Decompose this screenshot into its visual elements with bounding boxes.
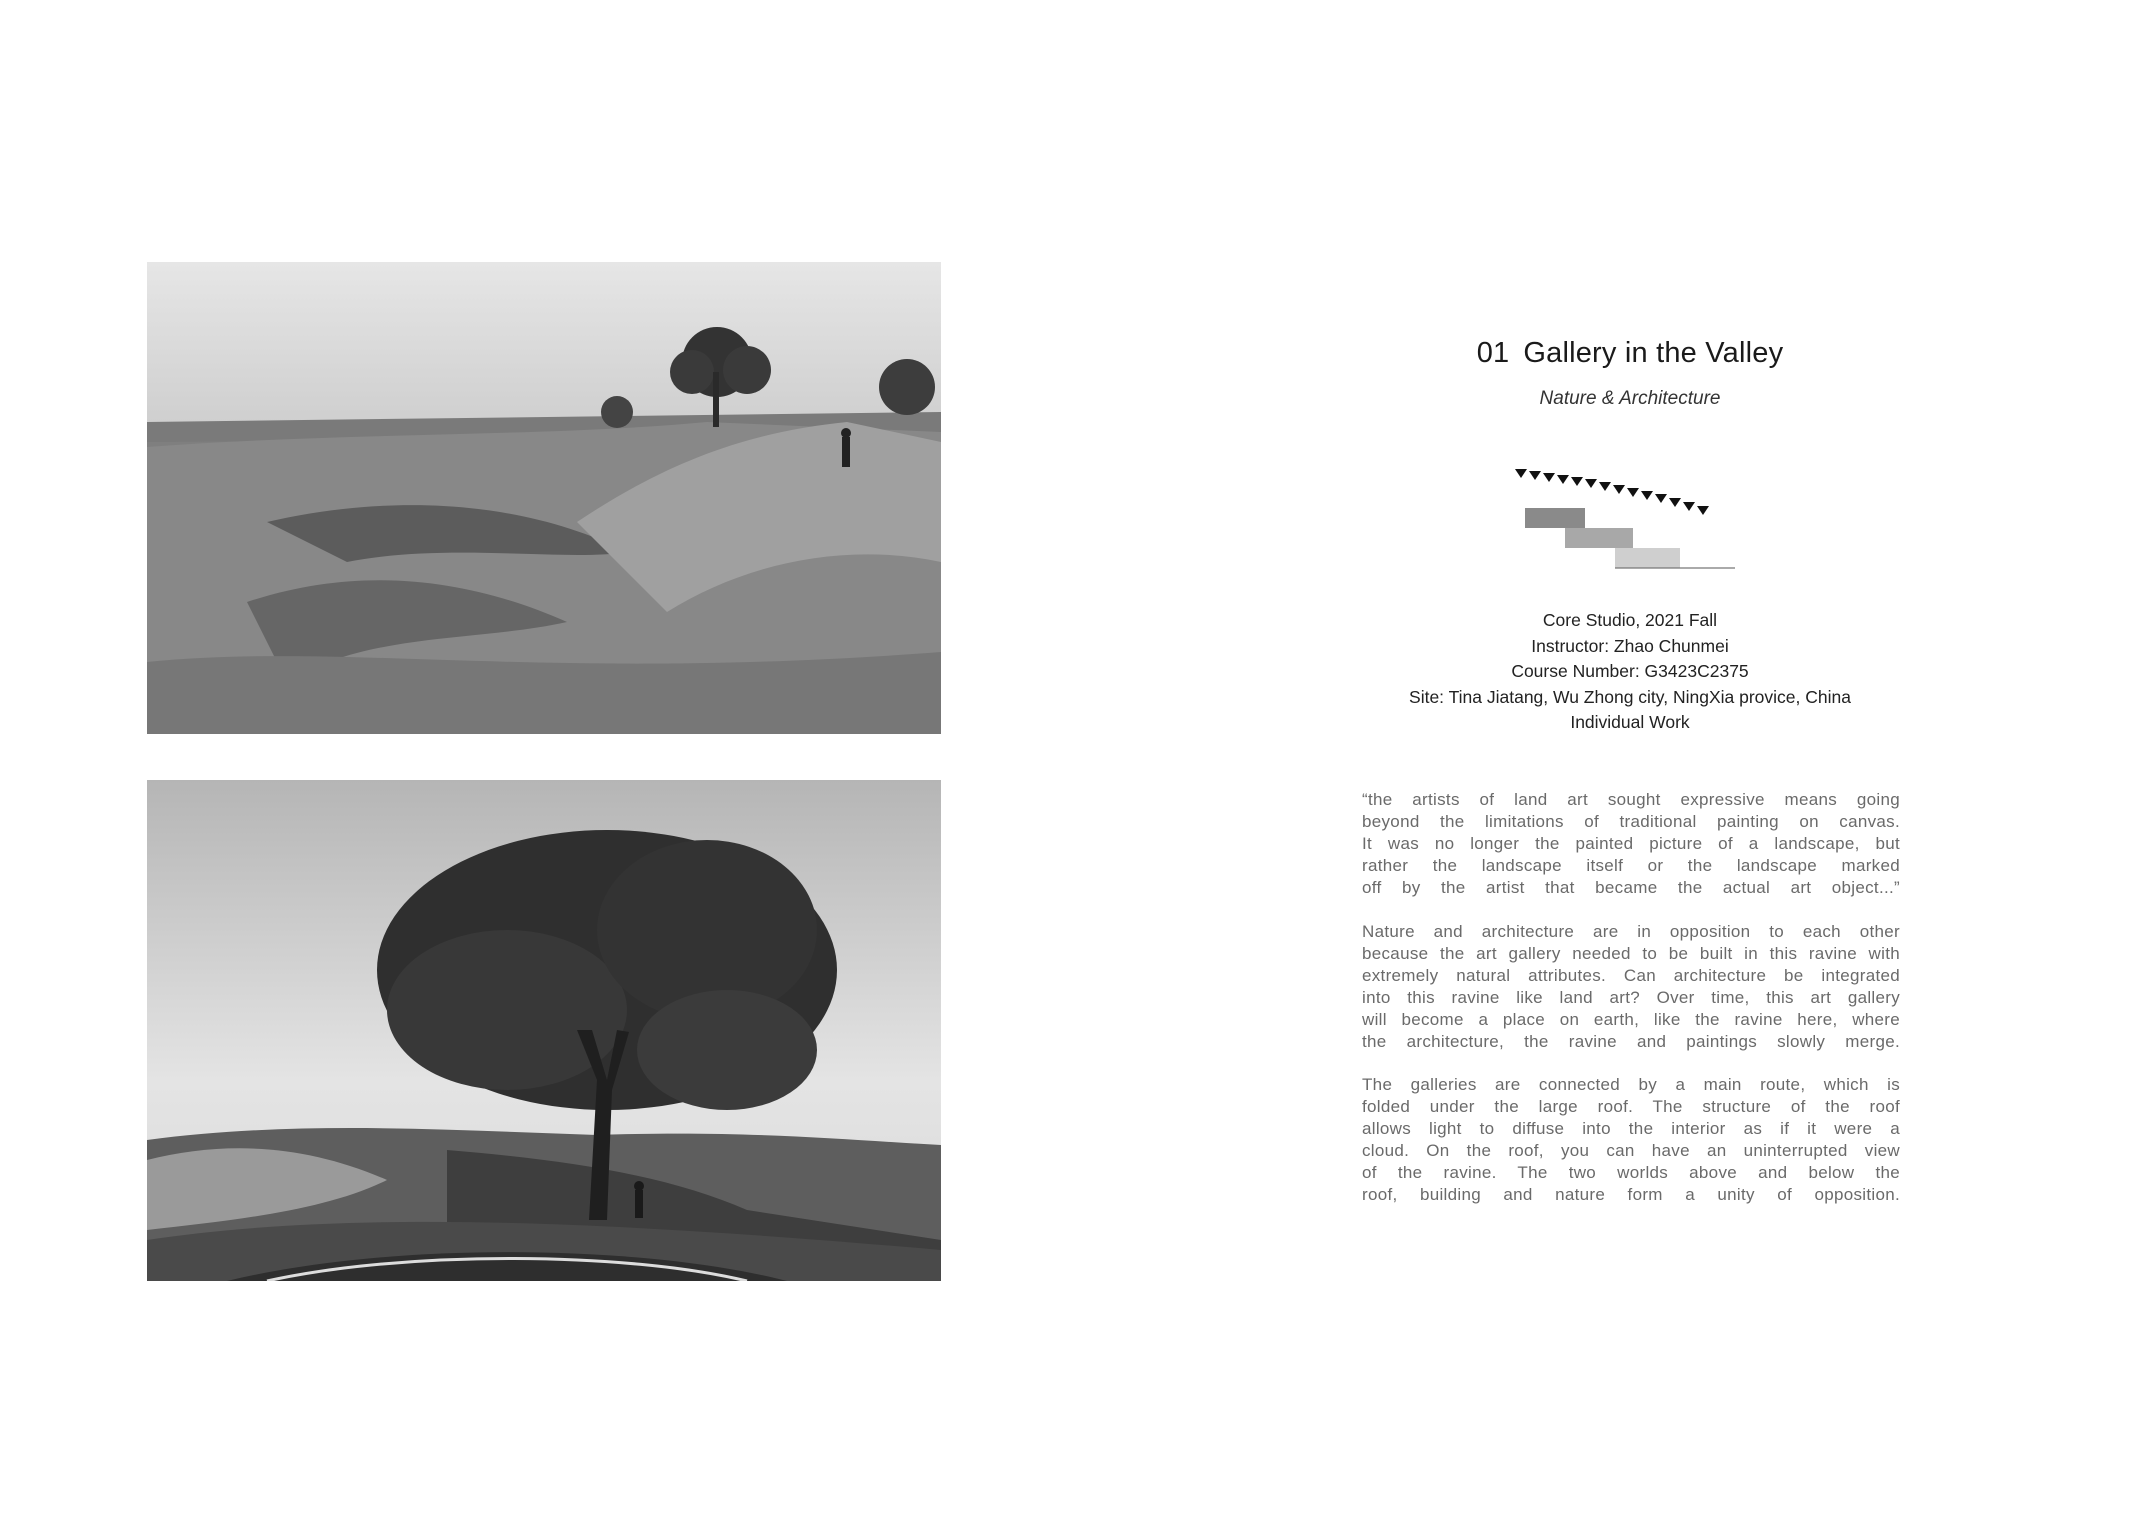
paragraph-line: will become a place on earth, like the ravine here, where	[1362, 1010, 1900, 1029]
paragraph-line: rather the landscape itself or the landscape marked	[1362, 856, 1900, 875]
course-number-line: Course Number: G3423C2375	[1511, 661, 1749, 681]
tree-on-ravine-photo	[147, 780, 941, 1281]
paragraph-line: Nature and architecture are in opposition to each other	[1362, 922, 1900, 941]
paragraph-line: of the ravine. The two worlds above and below the	[1362, 1163, 1900, 1182]
paragraph-line: cloud. On the roof, you can have an uninterrupted view	[1362, 1141, 1900, 1160]
ravine-landscape-image	[147, 262, 941, 734]
project-subtitle: Nature & Architecture	[1539, 388, 1721, 409]
paragraph-line: The galleries are connected by a main route, which is	[1362, 1075, 1900, 1094]
ravine-landscape-photo	[147, 262, 941, 734]
paragraph-line: into this ravine like land art? Over time, this art gallery	[1362, 988, 1900, 1007]
paragraph-line: extremely natural attributes. Can architecture be integrated	[1362, 966, 1900, 985]
paragraph-line: folded under the large roof. The structure of the roof	[1362, 1097, 1900, 1116]
project-title-text: Gallery in the Valley	[1523, 337, 1784, 369]
quote-paragraph	[1362, 789, 1900, 899]
tree-on-ravine-image	[147, 780, 941, 1281]
paragraph-line: the architecture, the ravine and paintings slowly merge.	[1362, 1032, 1900, 1051]
project-details	[1360, 608, 1900, 736]
paragraph-line: off by the artist that became the actual art object...”	[1362, 878, 1900, 897]
paragraph-line: because the art gallery needed to be built in this ravine with	[1362, 944, 1900, 963]
concept-paragraph	[1362, 921, 1900, 1053]
paragraph-line: beyond the limitations of traditional painting on canvas.	[1362, 812, 1900, 831]
paragraph-line: allows light to diffuse into the interior as if it were a	[1362, 1119, 1900, 1138]
site-line: Site: Tina Jiatang, Wu Zhong city, NingXia provice, China	[1409, 686, 1851, 707]
instructor-line: Instructor: Zhao Chunmei	[1531, 635, 1729, 656]
work-type-line: Individual Work	[1570, 712, 1690, 732]
studio-line: Core Studio, 2021 Fall	[1542, 610, 1718, 630]
design-paragraph	[1362, 1074, 1900, 1206]
roof-section-diagram	[1510, 464, 1750, 574]
paragraph-line: It was no longer the painted picture of a landscape, but	[1362, 834, 1900, 853]
project-number: 01	[1476, 337, 1510, 369]
paragraph-line: roof, building and nature form a unity of opposition.	[1362, 1185, 1900, 1204]
paragraph-line: “the artists of land art sought expressive means going	[1362, 790, 1900, 809]
roof-section-diagram-svg	[1510, 464, 1750, 574]
project-title	[1360, 337, 1900, 370]
